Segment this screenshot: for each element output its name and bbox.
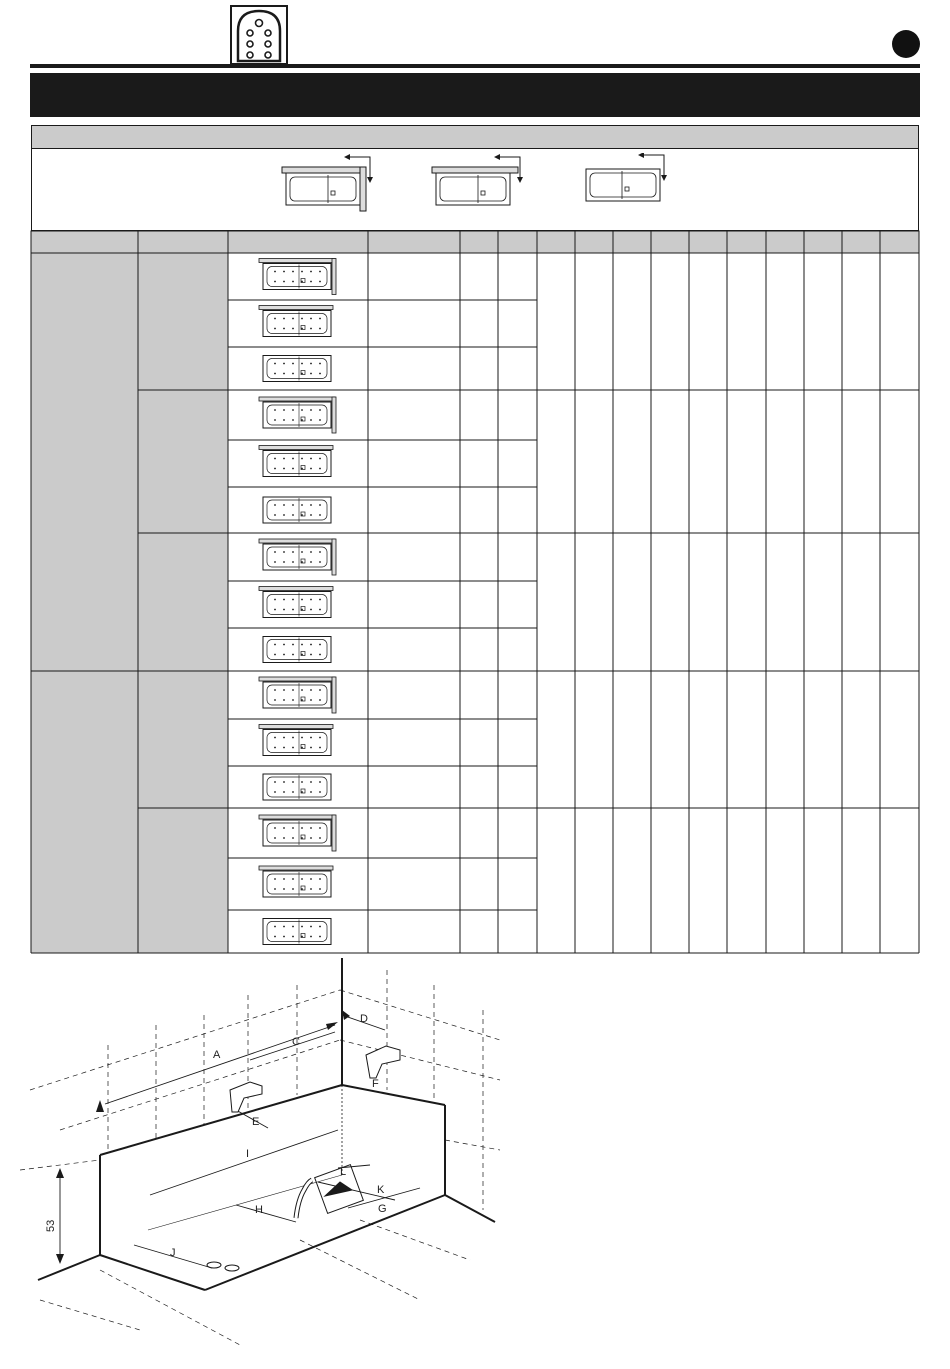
dimension-label-i: I [246,1148,250,1160]
dimension-label-e: E [252,1116,260,1128]
bathtub-top-view-icon [263,497,331,523]
dimension-label-f: F [372,1078,379,1090]
bathtub-top-view-icon [263,919,331,945]
bathtub-top-view-icon [263,774,331,800]
bathtub-top-view-icon [263,637,331,663]
bathtub-top-view-icon [259,725,333,756]
dimension-label-d: D [360,1013,368,1025]
dimension-label-h: H [255,1204,263,1216]
group-column [31,253,228,953]
bathtub-top-view-icon [259,587,333,618]
bathtub-top-view-icon [259,446,333,477]
bathtub-top-view-icon [259,306,333,337]
dimension-label-l: L [340,1166,347,1178]
bathtub-top-view-icon [263,356,331,382]
bathtub-top-view-icon [259,815,336,851]
dimension-label-g: G [378,1203,387,1215]
table-header-row [31,231,919,253]
bathtub-top-view-icon [259,866,333,897]
dimension-label-a: A [213,1049,221,1061]
installation-diagram [20,955,540,1355]
height-label: 53 [45,1219,57,1232]
dimension-label-k: K [377,1184,385,1196]
bathtub-top-view-icon [259,539,336,575]
bathtub-top-view-icon [259,677,336,713]
dimension-label-j: J [170,1247,176,1259]
bathtub-top-view-icon [259,259,336,295]
bathtub-top-view-icon [259,397,336,433]
dimension-label-c: C [292,1036,300,1048]
